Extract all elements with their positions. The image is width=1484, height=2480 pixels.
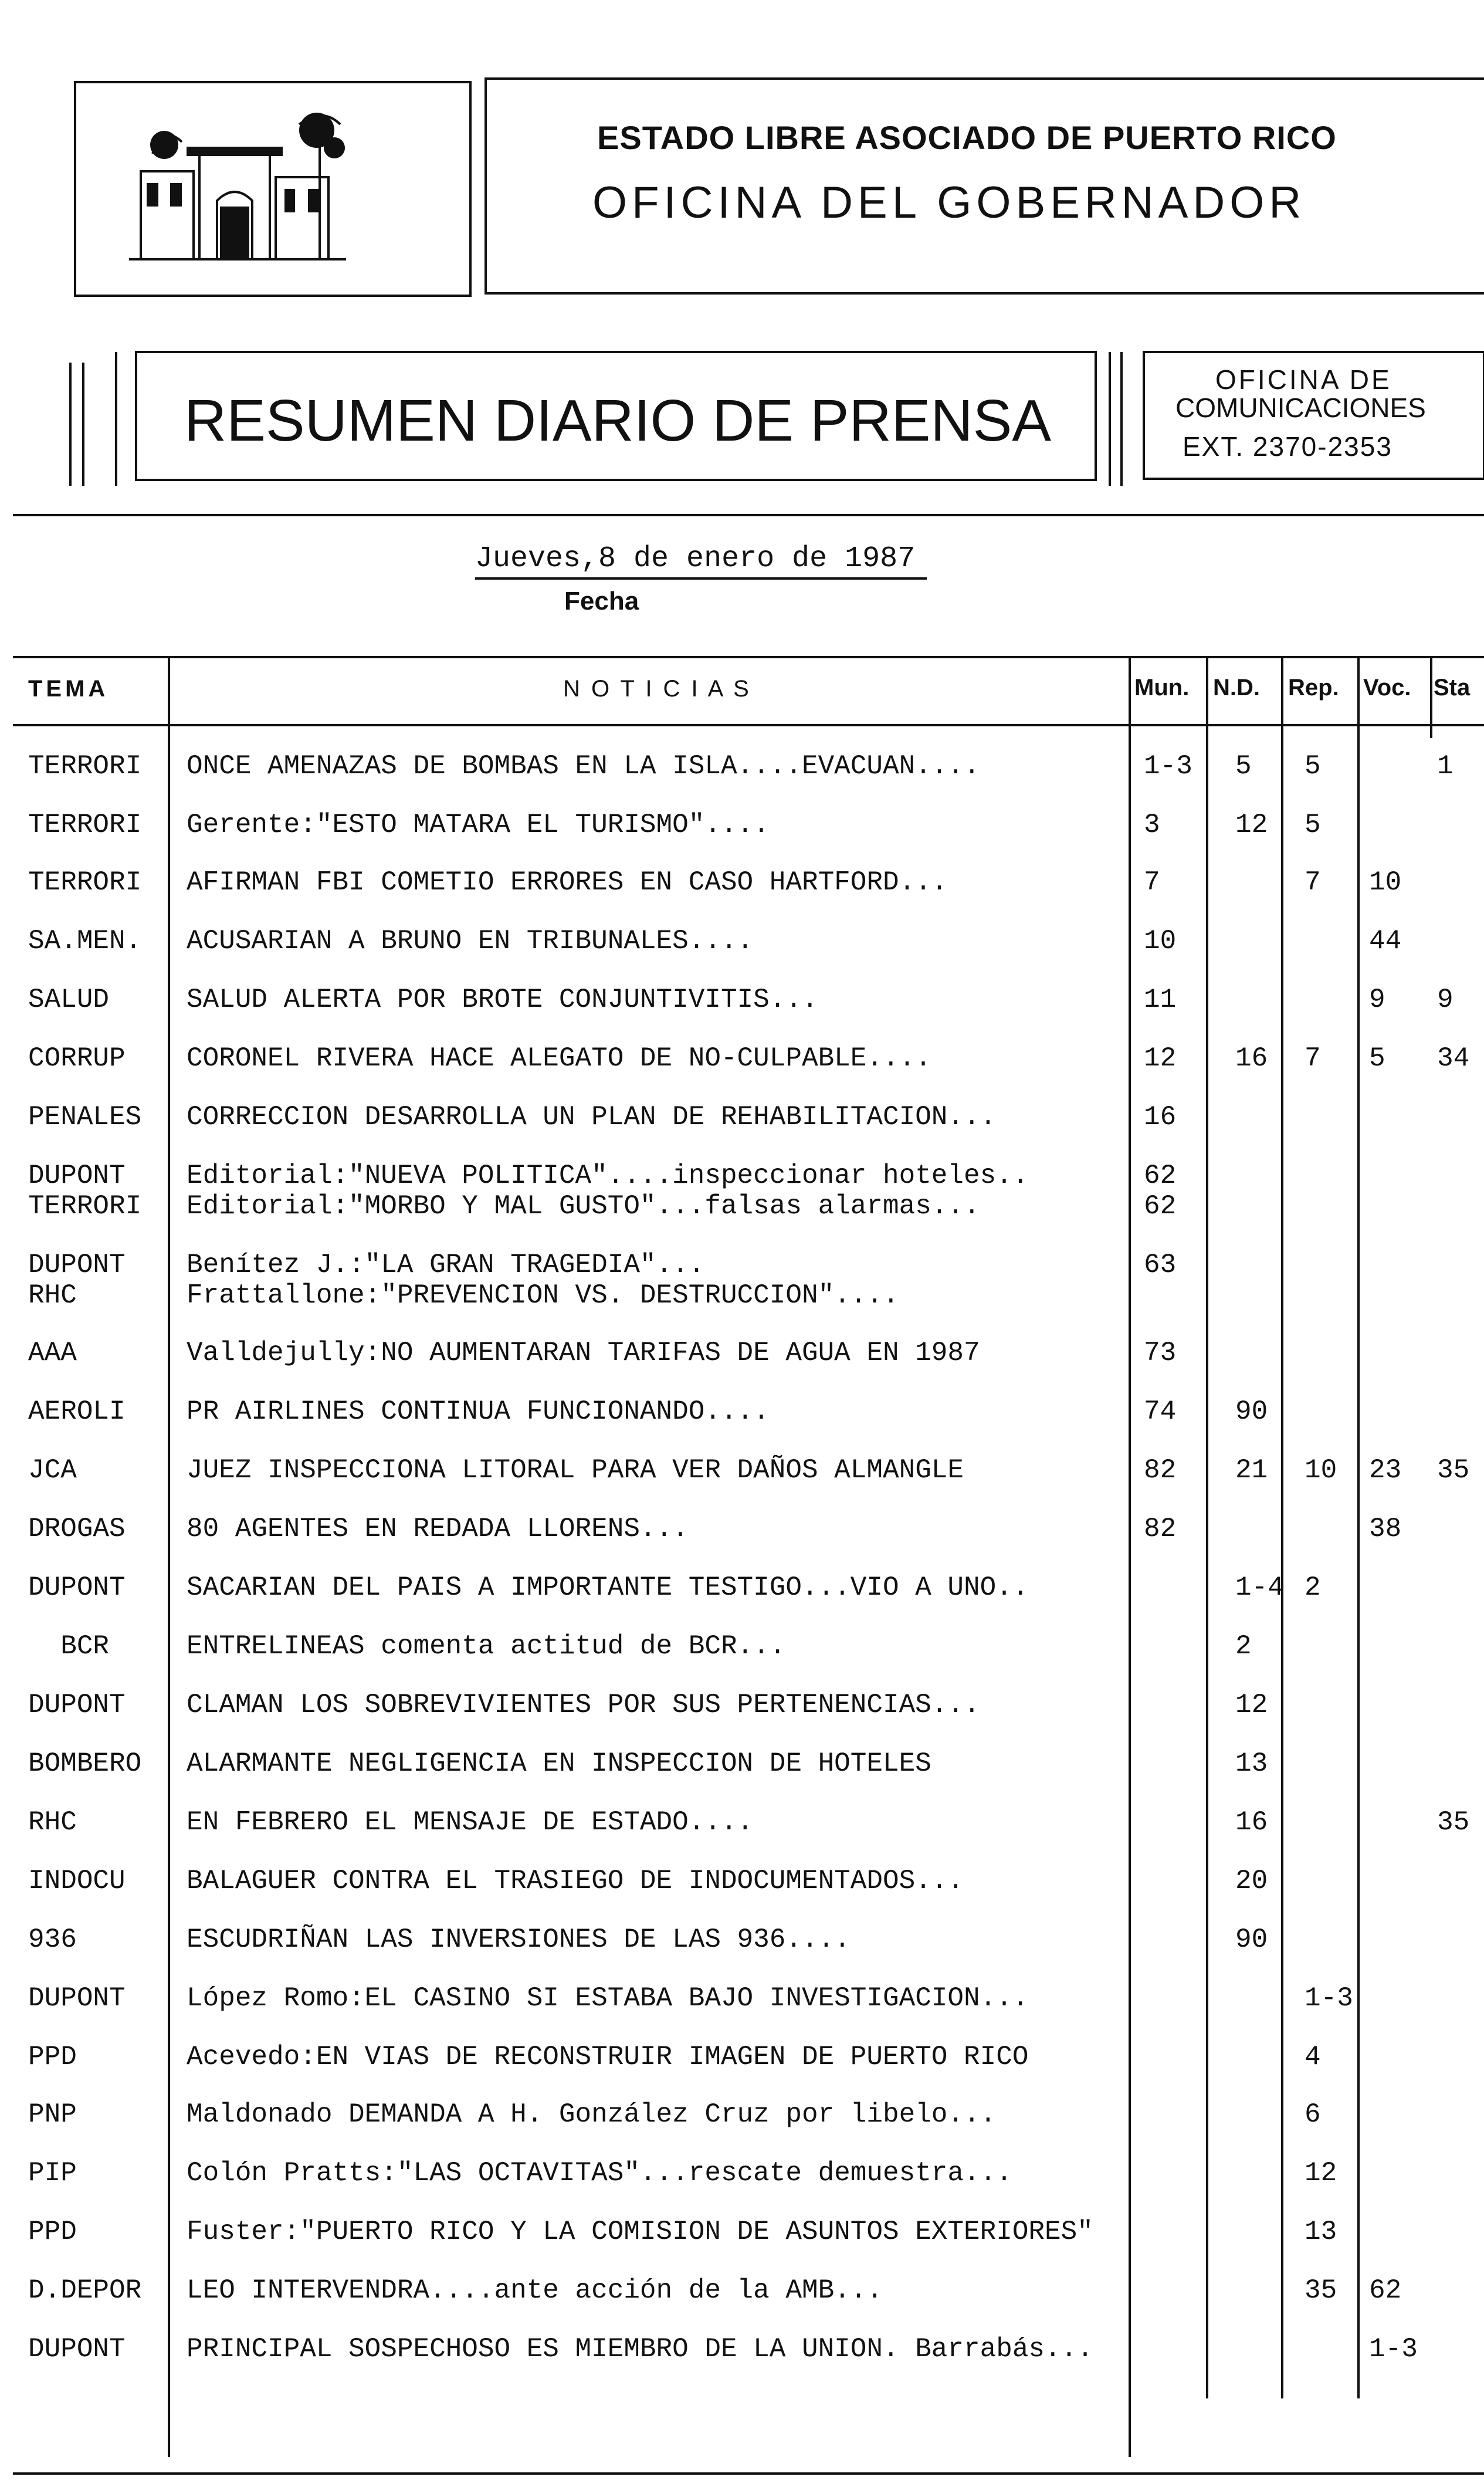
- date-label: Fecha: [564, 587, 639, 615]
- row-tema: PENALES: [28, 1102, 142, 1132]
- row-tema: PNP: [28, 2099, 77, 2130]
- row-tema: JCA: [28, 1455, 77, 1486]
- banner-bar-right-2: [1120, 352, 1123, 486]
- row-noticia: Acevedo:EN VIAS DE RECONSTRUIR IMAGEN DE PUERTO RICO: [187, 2042, 1029, 2072]
- row-noticia: Colón Pratts:"LAS OCTAVITAS"...rescate demuestra...: [187, 2158, 1012, 2188]
- row-sta: 35: [1437, 1455, 1470, 1486]
- row-noticia: Gerente:"ESTO MATARA EL TURISMO"....: [187, 810, 770, 840]
- row-noticia: BALAGUER CONTRA EL TRASIEGO DE INDOCUMENTADOS...: [187, 1866, 964, 1896]
- header-line1: ESTADO LIBRE ASOCIADO DE PUERTO RICO: [597, 119, 1337, 156]
- banner-bar-left-2: [82, 363, 84, 486]
- row-tema: D.DEPOR: [28, 2275, 142, 2306]
- row-tema: DUPONT: [28, 1161, 126, 1191]
- row-tema: DUPONT: [28, 1572, 126, 1603]
- row-mun: 73: [1144, 1338, 1177, 1368]
- title-box: [484, 77, 1484, 295]
- row-tema: DUPONT: [28, 1690, 126, 1720]
- office-box: [1143, 351, 1484, 480]
- banner-bar-left-1: [69, 363, 72, 486]
- row-noticia: CLAMAN LOS SOBREVIVIENTES POR SUS PERTENENCIAS...: [187, 1690, 980, 1720]
- row-mun: 82: [1144, 1455, 1177, 1486]
- row-sta: 1: [1437, 751, 1453, 781]
- row-nd: 90: [1235, 1924, 1268, 1955]
- row-nd: 21: [1235, 1455, 1268, 1486]
- row-tema: RHC: [28, 1807, 77, 1838]
- row-tema: PPD: [28, 2217, 77, 2247]
- row-tema: TERRORI: [28, 1191, 142, 1222]
- row-tema: AAA: [28, 1338, 77, 1368]
- row-mun: 12: [1144, 1043, 1177, 1074]
- col-header-noticias: N O T I C I A S: [563, 676, 751, 702]
- row-noticia: EN FEBRERO EL MENSAJE DE ESTADO....: [187, 1807, 754, 1838]
- row-noticia: ALARMANTE NEGLIGENCIA EN INSPECCION DE HOTELES: [187, 1748, 931, 1779]
- row-mun: 74: [1144, 1396, 1177, 1427]
- row-voc: 62: [1369, 2275, 1402, 2306]
- row-noticia: López Romo:EL CASINO SI ESTABA BAJO INVESTIGACION...: [187, 1983, 1029, 2014]
- row-tema: BCR: [28, 1631, 110, 1662]
- col-divider-rep: [1281, 656, 1283, 2398]
- row-tema: PIP: [28, 2158, 77, 2188]
- row-tema: PPD: [28, 2042, 77, 2072]
- row-noticia: Valldejully:NO AUMENTARAN TARIFAS DE AGUA EN 1987: [187, 1338, 980, 1368]
- row-voc: 10: [1369, 867, 1402, 898]
- row-nd: 16: [1235, 1043, 1268, 1074]
- row-rep: 2: [1305, 1572, 1321, 1603]
- row-tema: DUPONT: [28, 1250, 126, 1280]
- row-noticia: AFIRMAN FBI COMETIO ERRORES EN CASO HARTFORD...: [187, 867, 948, 898]
- row-mun: 82: [1144, 1514, 1177, 1544]
- row-voc: 5: [1369, 1043, 1385, 1074]
- row-rep: 1-3: [1305, 1983, 1353, 2014]
- row-mun: 3: [1144, 810, 1160, 840]
- row-nd: 1-4: [1235, 1572, 1284, 1603]
- row-nd: 90: [1235, 1396, 1268, 1427]
- col-header-sta: Sta: [1434, 675, 1471, 701]
- row-tema: CORRUP: [28, 1043, 126, 1074]
- row-nd: 13: [1235, 1748, 1268, 1779]
- row-rep: 7: [1305, 867, 1321, 898]
- row-voc: 38: [1369, 1514, 1402, 1544]
- col-divider-mun: [1129, 656, 1131, 2457]
- col-header-nd: N.D.: [1213, 675, 1260, 701]
- row-tema: SA.MEN.: [28, 926, 142, 956]
- office-line1: OFICINA DE: [1215, 364, 1392, 395]
- row-rep: 5: [1305, 751, 1321, 781]
- row-noticia: PR AIRLINES CONTINUA FUNCIONANDO....: [187, 1396, 770, 1427]
- col-divider-voc: [1357, 656, 1360, 2398]
- date-underline: [475, 577, 927, 580]
- row-rep: 7: [1305, 1043, 1321, 1074]
- row-noticia: 80 AGENTES EN REDADA LLORENS...: [187, 1514, 689, 1544]
- row-sta: 34: [1437, 1043, 1470, 1074]
- row-nd: 5: [1235, 751, 1252, 781]
- banner-bar-right-1: [1109, 352, 1111, 486]
- row-mun: 10: [1144, 926, 1177, 956]
- row-noticia: ONCE AMENAZAS DE BOMBAS EN LA ISLA....EVACUAN....: [187, 751, 980, 781]
- table-top-border: [13, 656, 1484, 658]
- col-header-voc: Voc.: [1363, 675, 1411, 701]
- row-voc: 44: [1369, 926, 1402, 956]
- row-noticia: Editorial:"MORBO Y MAL GUSTO"...falsas alarmas...: [187, 1191, 980, 1222]
- office-line2: COMUNICACIONES: [1175, 393, 1426, 423]
- office-ext: EXT. 2370-2353: [1183, 431, 1392, 462]
- row-tema: 936: [28, 1924, 77, 1955]
- row-nd: 12: [1235, 810, 1268, 840]
- row-tema: AEROLI: [28, 1396, 126, 1427]
- banner-box: [135, 351, 1097, 481]
- row-mun: 1-3: [1144, 751, 1192, 781]
- row-noticia: ACUSARIAN A BRUNO EN TRIBUNALES....: [187, 926, 754, 956]
- row-tema: DROGAS: [28, 1514, 126, 1544]
- row-tema: INDOCU: [28, 1866, 126, 1896]
- row-voc: 1-3: [1369, 2334, 1418, 2364]
- header-line2: OFICINA DEL GOBERNADOR: [592, 178, 1306, 228]
- row-tema: RHC: [28, 1280, 77, 1311]
- col-header-rep: Rep.: [1288, 675, 1339, 701]
- row-rep: 13: [1305, 2217, 1337, 2247]
- row-mun: 16: [1144, 1102, 1177, 1132]
- row-noticia: CORRECCION DESARROLLA UN PLAN DE REHABILITACION...: [187, 1102, 997, 1132]
- header-separator: [13, 514, 1484, 516]
- row-noticia: Frattallone:"PREVENCION VS. DESTRUCCION"....: [187, 1280, 899, 1311]
- row-nd: 20: [1235, 1866, 1268, 1896]
- banner-bar-left-3: [115, 352, 117, 486]
- row-rep: 6: [1305, 2099, 1321, 2130]
- row-mun: 11: [1144, 984, 1177, 1015]
- row-tema: TERRORI: [28, 810, 142, 840]
- row-rep: 4: [1305, 2042, 1321, 2072]
- governor-mansion-logo: [76, 83, 469, 295]
- banner-title: RESUMEN DIARIO DE PRENSA: [184, 388, 1052, 454]
- row-noticia: Fuster:"PUERTO RICO Y LA COMISION DE ASUNTOS EXTERIORES": [187, 2217, 1093, 2247]
- row-sta: 9: [1437, 984, 1453, 1015]
- row-noticia: JUEZ INSPECCIONA LITORAL PARA VER DAÑOS ALMANGLE: [187, 1455, 964, 1486]
- row-tema: SALUD: [28, 984, 110, 1015]
- table-bottom-border: [13, 2472, 1484, 2475]
- row-noticia: SALUD ALERTA POR BROTE CONJUNTIVITIS...: [187, 984, 818, 1015]
- row-voc: 9: [1369, 984, 1385, 1015]
- row-sta: 35: [1437, 1807, 1470, 1838]
- row-nd: 2: [1235, 1631, 1252, 1662]
- row-tema: TERRORI: [28, 867, 142, 898]
- row-nd: 12: [1235, 1690, 1268, 1720]
- date-value: Jueves,8 de enero de 1987: [475, 542, 916, 576]
- row-noticia: PRINCIPAL SOSPECHOSO ES MIEMBRO DE LA UNION. Barrabás...: [187, 2334, 1093, 2364]
- row-noticia: Benítez J.:"LA GRAN TRAGEDIA"...: [187, 1250, 705, 1280]
- row-rep: 10: [1305, 1455, 1337, 1486]
- col-divider-nd: [1206, 656, 1208, 2398]
- row-mun: 62 62: [1144, 1161, 1177, 1222]
- row-noticia: ESCUDRIÑAN LAS INVERSIONES DE LAS 936....: [187, 1924, 851, 1955]
- row-tema: TERRORI: [28, 751, 142, 781]
- row-mun: 7: [1144, 867, 1160, 898]
- col-header-mun: Mun.: [1134, 675, 1190, 701]
- row-noticia: Editorial:"NUEVA POLITICA"....inspeccionar hoteles..: [187, 1161, 1029, 1191]
- col-header-tema: TEMA: [28, 676, 109, 702]
- row-mun: 63: [1144, 1250, 1177, 1280]
- row-tema: BOMBERO: [28, 1748, 142, 1779]
- col-divider-sta: [1430, 656, 1432, 738]
- row-rep: 35: [1305, 2275, 1337, 2306]
- row-noticia: CORONEL RIVERA HACE ALEGATO DE NO-CULPABLE....: [187, 1043, 931, 1074]
- row-noticia: LEO INTERVENDRA....ante acción de la AMB...: [187, 2275, 883, 2306]
- row-rep: 12: [1305, 2158, 1337, 2188]
- row-noticia: SACARIAN DEL PAIS A IMPORTANTE TESTIGO...VIO A UNO..: [187, 1572, 1029, 1603]
- logo-box: [74, 81, 472, 297]
- table-header-border: [13, 724, 1484, 726]
- row-noticia: Maldonado DEMANDA A H. González Cruz por libelo...: [187, 2099, 997, 2130]
- row-noticia: ENTRELINEAS comenta actitud de BCR...: [187, 1631, 786, 1662]
- col-divider-tema: [168, 656, 170, 2457]
- row-voc: 23: [1369, 1455, 1402, 1486]
- row-tema: DUPONT: [28, 2334, 126, 2364]
- row-tema: DUPONT: [28, 1983, 126, 2014]
- row-rep: 5: [1305, 810, 1321, 840]
- row-nd: 16: [1235, 1807, 1268, 1838]
